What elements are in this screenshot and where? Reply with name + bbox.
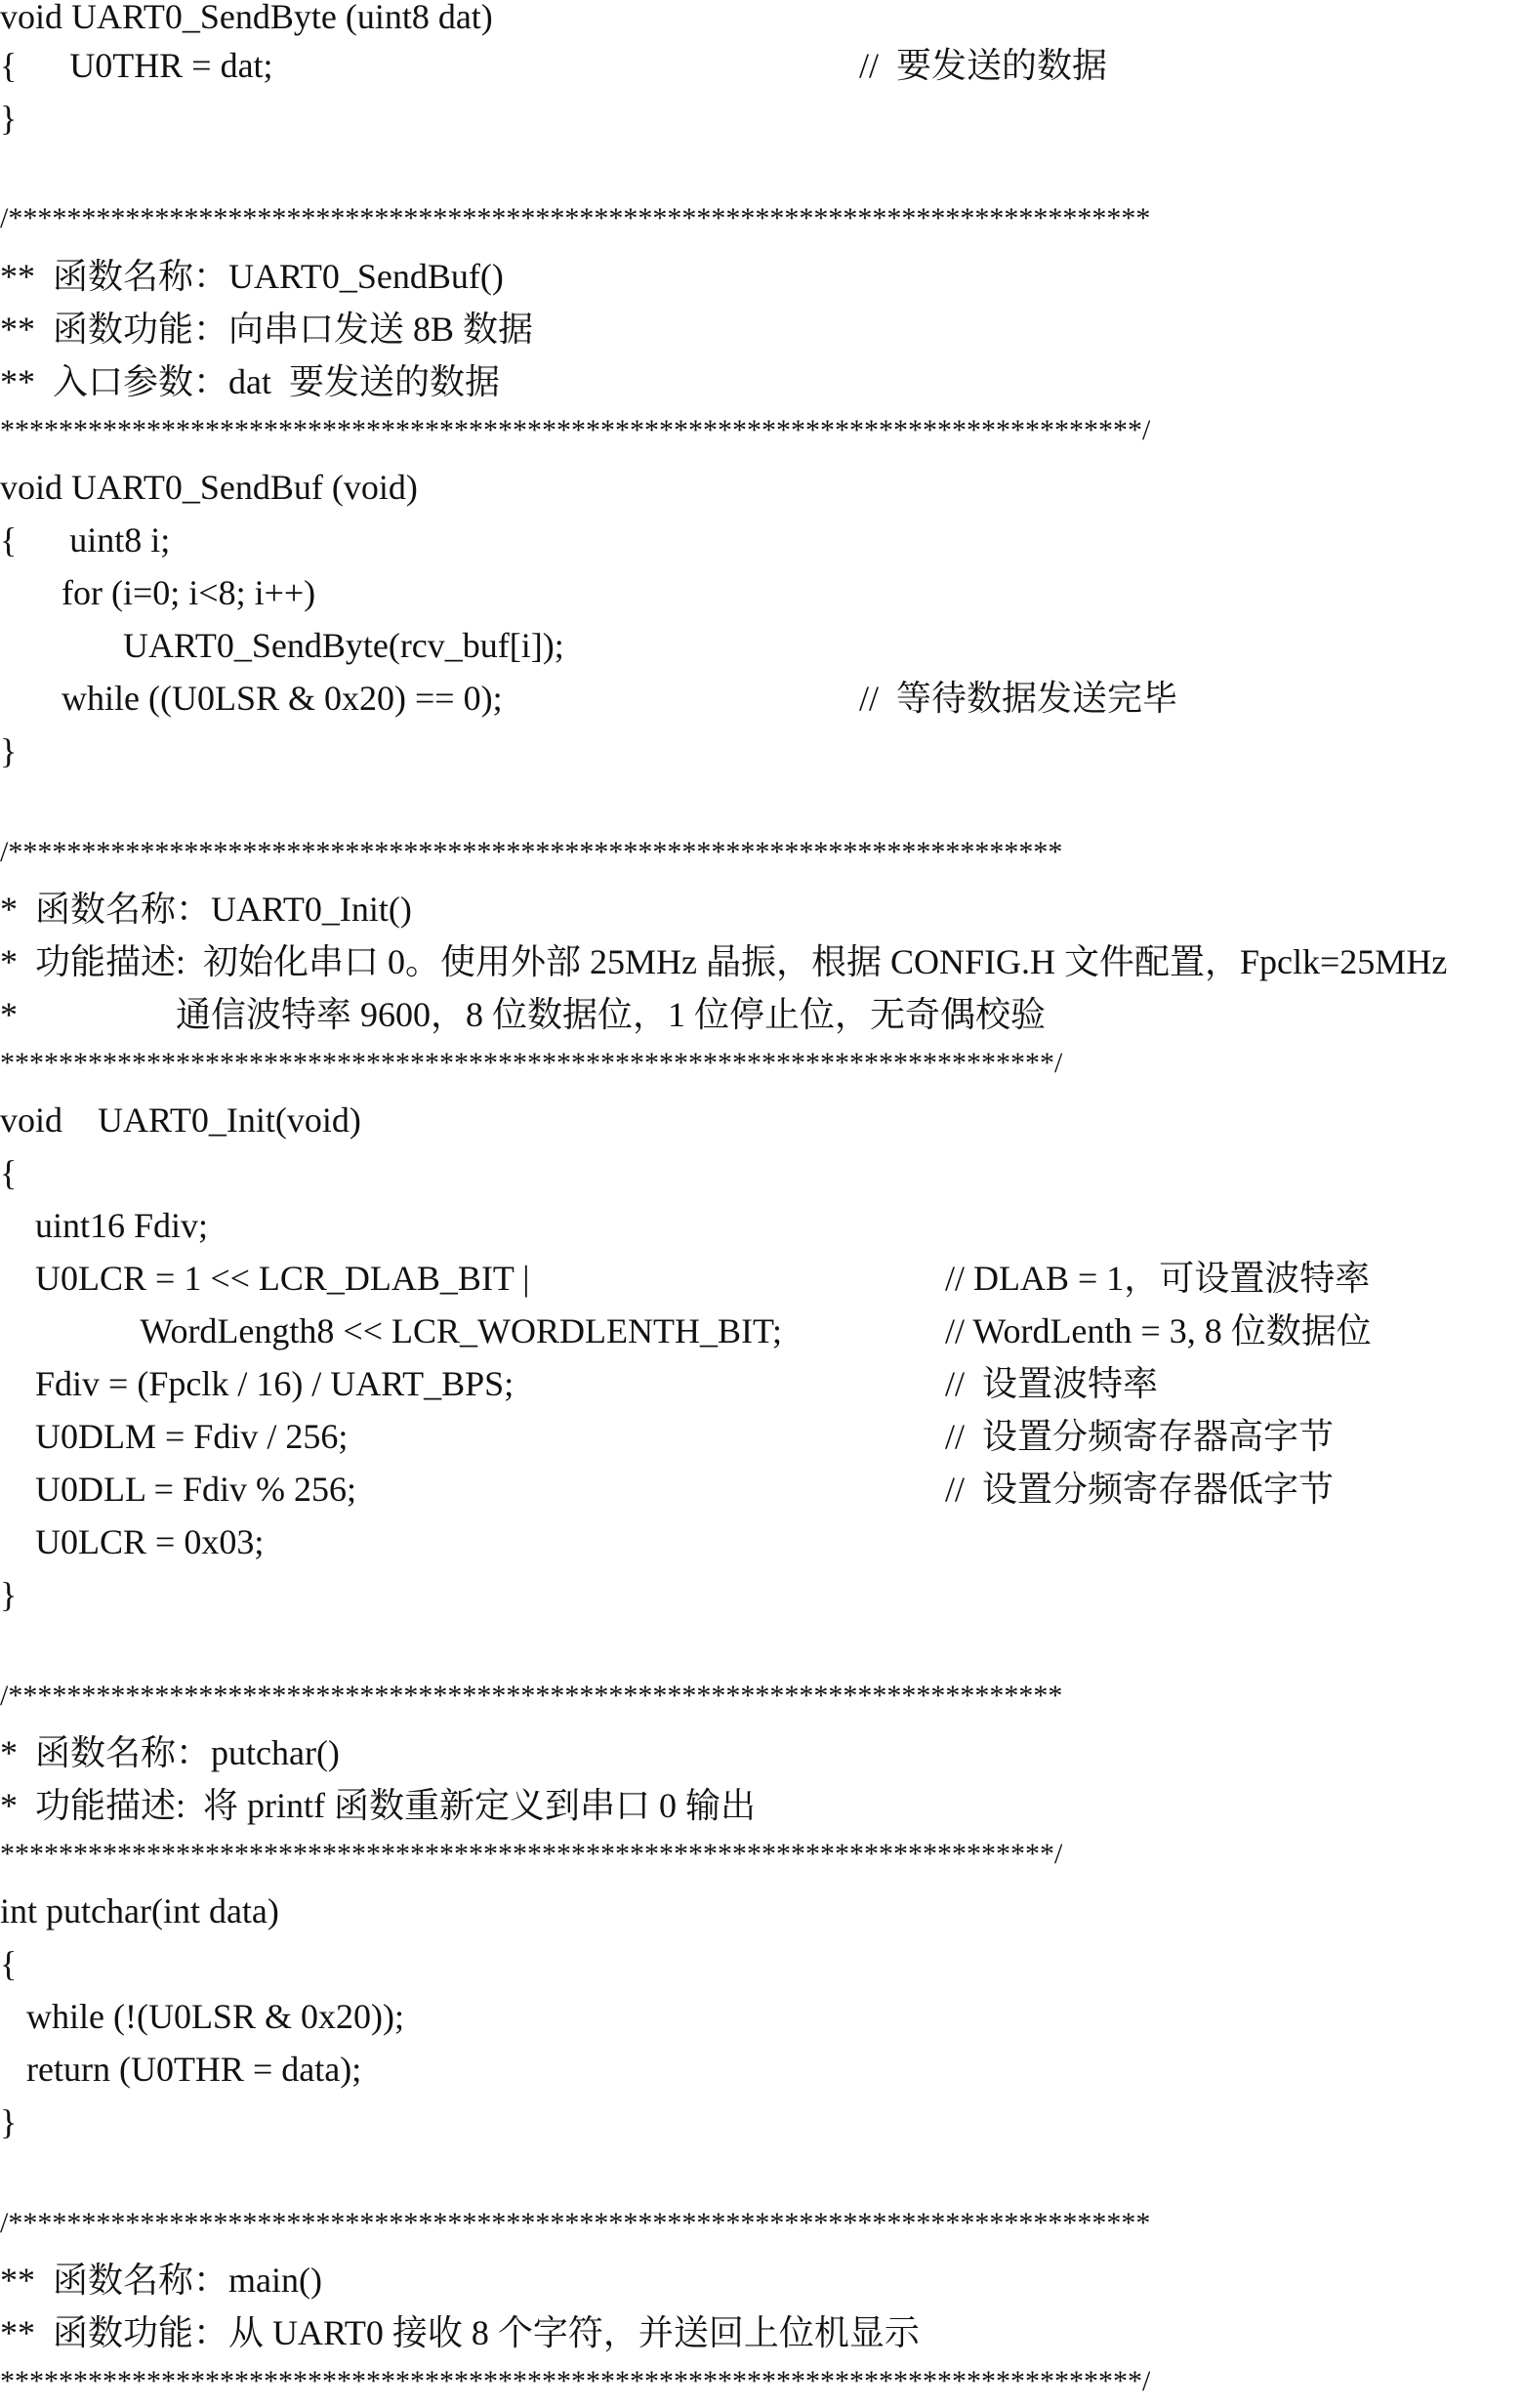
code-line-38: { — [0, 1944, 18, 1983]
code-line-3: } — [0, 99, 18, 138]
code-line-23: { — [0, 1153, 18, 1192]
code-line-39: while (!(U0LSR & 0x20)); — [0, 1997, 404, 2036]
comment-border-top-1: /****************************************************************************** — [0, 202, 1151, 234]
code-line-13: UART0_SendByte(rcv_buf[i]); — [0, 626, 564, 665]
code-comment-25: // DLAB = 1，可设置波特率 — [945, 1259, 1371, 1298]
code-line-25: U0LCR = 1 << LCR_DLAB_BIT | — [0, 1259, 530, 1298]
code-comment-2: // 要发送的数据 — [859, 46, 1108, 85]
code-line-41: } — [0, 2102, 18, 2141]
code-line-31: } — [0, 1575, 18, 1614]
code-line-12: for (i=0; i<8; i++) — [0, 573, 316, 612]
code-comment-28: // 设置分频寄存器高字节 — [945, 1417, 1335, 1456]
code-line-20: * 通信波特率 9600，8 位数据位，1 位停止位，无奇偶校验 — [0, 995, 1047, 1034]
code-line-6: ** 函数名称：UART0_SendBuf() — [0, 257, 504, 296]
code-comment-14: // 等待数据发送完毕 — [859, 679, 1178, 718]
code-line-22: void UART0_Init(void) — [0, 1100, 361, 1140]
comment-border-top-4: /****************************************************************************** — [0, 2207, 1151, 2239]
comment-border-top-2: /************************************************************************ — [0, 836, 1063, 868]
code-line-11: { uint8 i; — [0, 520, 171, 560]
code-line-34: * 函数名称：putchar() — [0, 1733, 340, 1772]
code-line-37: int putchar(int data) — [0, 1891, 279, 1931]
code-line-26: WordLength8 << LCR_WORDLENTH_BIT; — [0, 1311, 782, 1350]
code-line-29: U0DLL = Fdiv % 256; — [0, 1470, 356, 1509]
code-line-8: ** 入口参数：dat 要发送的数据 — [0, 362, 500, 401]
code-line-35: * 功能描述: 将 printf 函数重新定义到串口 0 输出 — [0, 1786, 756, 1825]
comment-border-top-3: /************************************************************************ — [0, 1680, 1063, 1712]
code-line-28: U0DLM = Fdiv / 256; — [0, 1417, 349, 1456]
code-line-7: ** 函数功能：向串口发送 8B 数据 — [0, 310, 534, 349]
code-line-19: * 功能描述: 初始化串口 0。使用外部 25MHz 晶振，根据 CONFIG.H 文件配置，Fpclk=25MHz — [0, 942, 1448, 981]
code-comment-26: // WordLenth = 3, 8 位数据位 — [945, 1311, 1372, 1350]
comment-border-bottom-4: ******************************************************************************/ — [0, 2365, 1151, 2397]
code-line-2: { U0THR = dat; — [0, 46, 273, 85]
code-line-18: * 函数名称：UART0_Init() — [0, 890, 412, 929]
code-line-15: } — [0, 731, 18, 770]
code-line-40: return (U0THR = data); — [0, 2050, 362, 2089]
code-line-30: U0LCR = 0x03; — [0, 1522, 265, 1561]
code-comment-27: // 设置波特率 — [945, 1364, 1159, 1403]
comment-border-bottom-2: ************************************************************************/ — [0, 1047, 1063, 1079]
code-line-14: while ((U0LSR & 0x20) == 0); — [0, 679, 503, 718]
comment-border-bottom-1: ******************************************************************************/ — [0, 414, 1151, 446]
comment-border-bottom-3: ************************************************************************/ — [0, 1838, 1063, 1870]
code-line-45: ** 函数功能：从 UART0 接收 8 个字符，并送回上位机显示 — [0, 2313, 920, 2352]
code-line-24: uint16 Fdiv; — [0, 1206, 209, 1245]
code-line-1: void UART0_SendByte (uint8 dat) — [0, 0, 493, 36]
code-line-27: Fdiv = (Fpclk / 16) / UART_BPS; — [0, 1364, 515, 1403]
code-comment-29: // 设置分频寄存器低字节 — [945, 1470, 1335, 1509]
code-line-44: ** 函数名称：main() — [0, 2261, 322, 2300]
code-line-10: void UART0_SendBuf (void) — [0, 468, 418, 507]
